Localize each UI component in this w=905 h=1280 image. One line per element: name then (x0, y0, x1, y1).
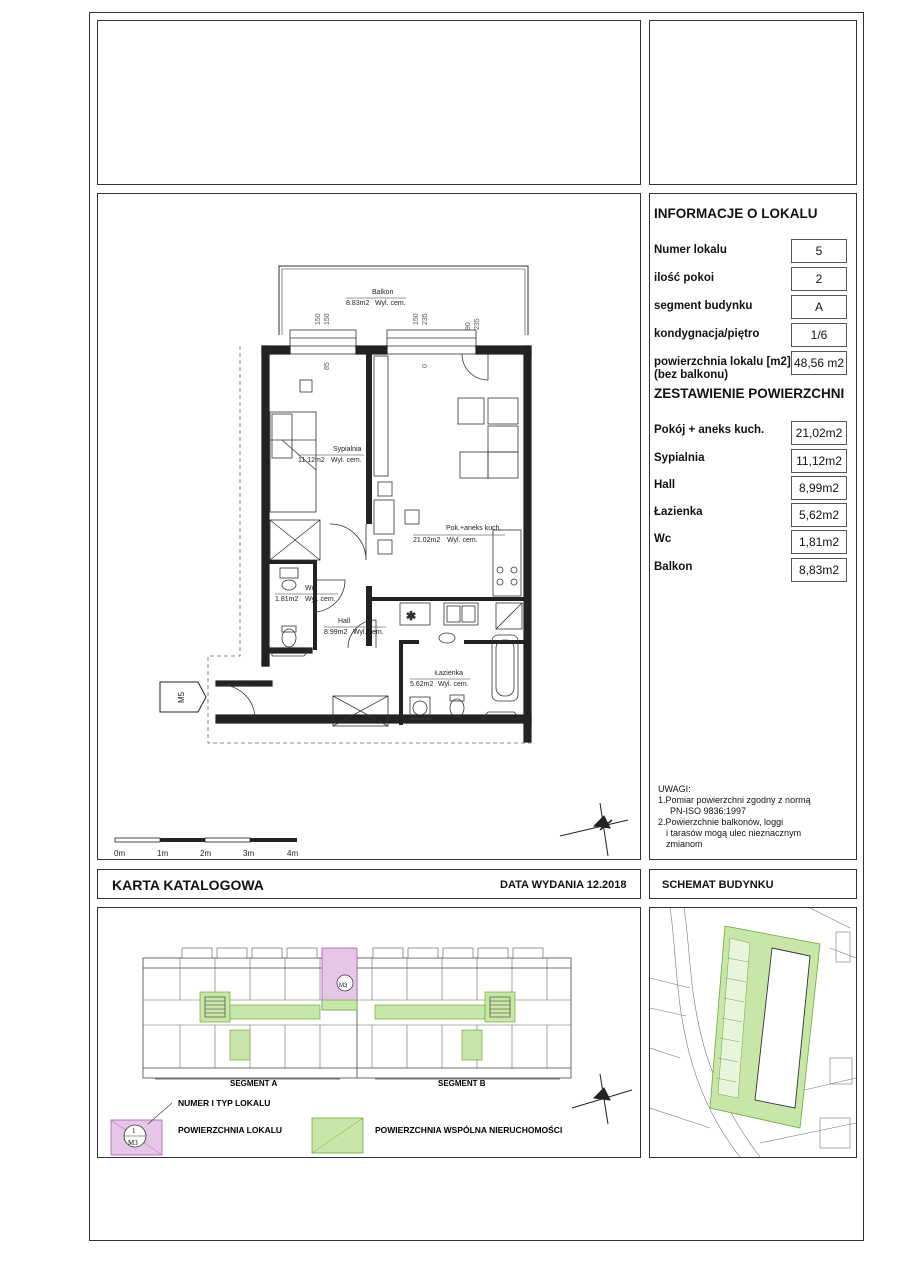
scale-label: 0m (114, 849, 126, 858)
interior-walls (269, 354, 524, 725)
info-value-segment: A (791, 295, 847, 319)
room-area: 21.02m2 (413, 537, 441, 544)
zest-label: Balkon (654, 561, 693, 573)
uwagi-line: i tarasów mogą ulec nieznacznym (666, 828, 802, 838)
key-plan-drawing (98, 908, 640, 1157)
uwagi-title: UWAGI: (658, 784, 691, 794)
info-label-kondygnacja: kondygnacja/piętro (654, 328, 760, 340)
uwagi-line: zmianom (666, 839, 703, 849)
legend (111, 1098, 562, 1155)
site-plan-drawing (650, 908, 856, 1157)
room-area: 1.81m2 (275, 596, 299, 603)
header-left-box (97, 20, 641, 185)
info-value-area: 48,56 m2 (791, 351, 847, 375)
room-name: Hall (338, 618, 351, 625)
dim-label: 0 (422, 364, 429, 368)
info-title: INFORMACJE O LOKALU (654, 206, 818, 221)
zest-label: Łazienka (654, 506, 703, 518)
room-finish: Wyl. cem. (447, 537, 478, 544)
kitchen (400, 530, 522, 629)
room-finish: Wyl. cem. (438, 681, 469, 688)
info-value-pokoi: 2 (791, 267, 847, 291)
room-area: 8.99m2 (324, 629, 348, 636)
unit-tag: M3 (339, 983, 348, 989)
zest-value: 5,62m2 (791, 503, 847, 527)
room-finish: Wyl. cem. (331, 457, 362, 464)
entry-tag-label: M5 (177, 691, 186, 703)
room-area: 8.83m2 (346, 300, 370, 307)
room-area: 5.62m2 (410, 681, 434, 688)
catalog-title: KARTA KATALOGOWA (112, 877, 264, 893)
scale-bar (114, 838, 298, 858)
zest-value: 11,12m2 (791, 449, 847, 473)
dim-label: 90 (465, 322, 472, 330)
floor-plan-drawing (98, 194, 640, 859)
key-north-arrow-icon (572, 1074, 632, 1124)
dim-label: 150 (315, 313, 322, 325)
scale-label: 3m (243, 849, 255, 858)
title-strip (97, 869, 641, 899)
scale-label: 4m (287, 849, 299, 858)
room-name: Balkon (372, 289, 394, 296)
zest-label: Sypialnia (654, 452, 705, 464)
uwagi-line: 2.Powierzchnie balkonów, loggi (658, 817, 784, 827)
zest-label: Hall (654, 479, 676, 491)
room-name: Wc (305, 585, 316, 592)
info-label-pokoi: ilość pokoi (654, 272, 715, 284)
room-finish: Wyl. cem. (305, 596, 336, 603)
zest-value: 21,02m2 (791, 421, 847, 445)
room-finish: Wyl. cem. (353, 629, 384, 636)
info-label-segment: segment budynku (654, 300, 753, 312)
uwagi-line: PN-ISO 9836:1997 (670, 806, 747, 816)
legend-wspolna: POWIERZCHNIA WSPÓLNA NIERUCHOMOŚCI (375, 1125, 563, 1135)
key-plan-panel (97, 907, 641, 1158)
entry-tag (160, 682, 206, 712)
dim-label: 85 (324, 362, 331, 370)
zest-label: Pokój + aneks kuch. (654, 424, 765, 436)
north-arrow-icon (560, 803, 628, 856)
legend-tag-top: 1 (132, 1127, 136, 1135)
dim-label: 150 (324, 313, 331, 325)
bed (270, 380, 316, 512)
issue-date: DATA WYDANIA 12.2018 (500, 879, 627, 891)
info-value-kondygnacja: 1/6 (791, 323, 847, 347)
svg-text:✱: ✱ (406, 609, 417, 623)
schemat-title: SCHEMAT BUDYNKU (662, 879, 774, 891)
info-panel (649, 193, 857, 860)
zest-value: 8,99m2 (791, 476, 847, 500)
floor-plan-panel (97, 193, 641, 860)
site-plan-panel (649, 907, 857, 1158)
segment-a-label: SEGMENT A (230, 1079, 278, 1088)
room-name: Pok.+aneks kuch. (446, 525, 502, 532)
uwagi-line: 1.Pomiar powierzchni zgodny z normą (658, 795, 811, 805)
zestawienie-title: ZESTAWIENIE POWIERZCHNI (654, 386, 845, 401)
zest-label: Wc (654, 533, 672, 545)
dim-label: 235 (474, 318, 481, 330)
schemat-strip (649, 869, 857, 899)
room-name: Łazienka (435, 670, 464, 677)
info-label-area-note: (bez balkonu) (654, 369, 729, 381)
dim-label: 150 (413, 313, 420, 325)
header-right-box (649, 20, 857, 185)
legend-numer: NUMER I TYP LOKALU (178, 1098, 271, 1108)
room-area: 11.12m2 (298, 457, 325, 464)
scale-label: 2m (200, 849, 212, 858)
segment-b-label: SEGMENT B (438, 1079, 486, 1088)
dim-label: 235 (422, 313, 429, 325)
info-value-numer: 5 (791, 239, 847, 263)
legend-powierzchnia: POWIERZCHNIA LOKALU (178, 1125, 283, 1135)
legend-tag-bottom: M3 (128, 1139, 138, 1147)
uwagi-notes (658, 784, 811, 850)
room-name: Sypialnia (333, 446, 362, 453)
zest-value: 1,81m2 (791, 530, 847, 554)
info-label-area: powierzchnia lokalu [m2] (654, 356, 791, 368)
room-finish: Wyl. cem. (375, 300, 406, 307)
zest-value: 8,83m2 (791, 558, 847, 582)
scale-label: 1m (157, 849, 169, 858)
info-label-numer: Numer lokalu (654, 244, 727, 256)
